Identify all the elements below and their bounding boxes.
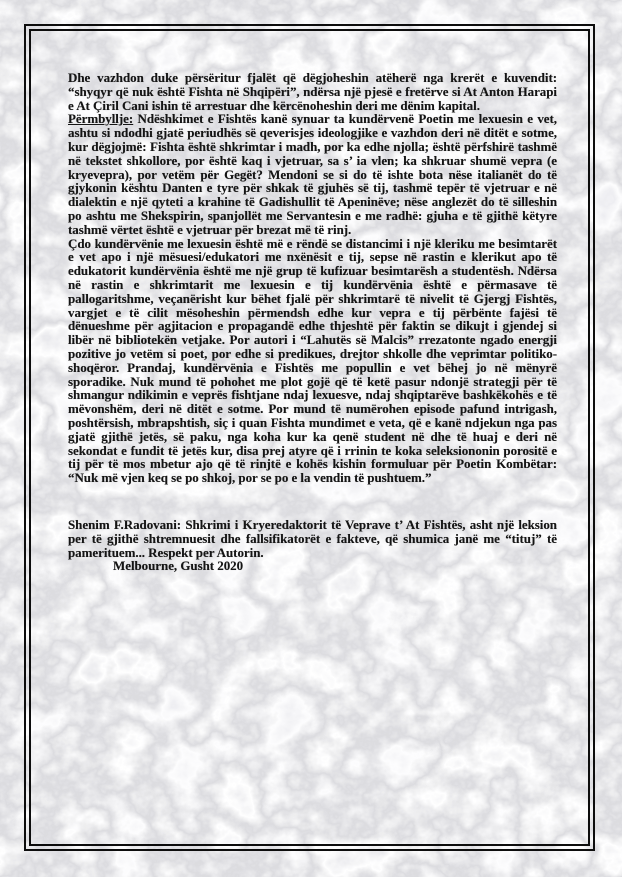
body-paragraph-1: Dhe vazhdon duke përsëritur fjalët që dëgjoheshin atëherë nga krerët e kuvendit: “shyqyr që nuk është Fishta në Shqipëri”, ndërsa një pjesë e fretërve si At Anton Harapi e At Çiril Cani ishin të arrestuar dhe kërcënoheshin deri me dënim kapital.	[68, 70, 557, 113]
paragraph-lead-underlined: Përmbyllje:	[68, 111, 134, 127]
paragraph-2-body: Ndëshkimet e Fishtës kanë synuar ta kundërvenë Poetin me lexuesin e vet, ashtu si ndodhi gjatë periudhës së qeverisjes ideologjike e vazhdon deri në ditët e sotme, kur dëgjojmë: Fishta është shkrimtar i madh, por ka edhe njolla; është përfshirë tashmë në tekstet shkollore, por është kaq i vjetruar, sa s’ ia vlen; ka shkruar shumë vepra (e kryevepra), por vetëm për Gegët? Mendoni se si do të ishte bota nëse italianët do të gjykonin kështu Danten e tyre për shkak të gjuhës së tij, tashmë tepër të vjetruar e në dialektin e një qyteti a krahine të Gadishullit të Apeninëve; nëse anglezët do të silleshin po ashtu me Shekspirin, spanjollët me Servantesin e me radhë: gjuha e të gjithë këtyre tashmë vërtet është e vjetruar për brezat më të rinj.	[68, 111, 557, 237]
dateline: Melbourne, Gusht 2020	[113, 558, 244, 574]
author-note: Shenim F.Radovani: Shkrimi i Kryeredaktorit të Veprave t’ At Fishtës, asht një leksion per të gjithë shtremnuesit dhe fallsifikatorët e fakteve, që shumica janë me “tituj” të pamerituem... Respekt per Autorin.	[68, 516, 557, 560]
body-paragraph-2	[68, 112, 557, 236]
page-text	[68, 71, 557, 573]
body-paragraph-3: Çdo kundërvënie me lexuesin është më e rëndë se distancimi i një kleriku me besimtarët e vet apo i një mësuesi/edukatori me nxënësit e tij, sepse në rastin e klerikut apo të edukatorit kundërvënia është me një grup të kufizuar besimtarësh a studentësh. Ndërsa në rastin e shkrimtarit me lexuesin e tij kundërvënia është e përmasave të pallogaritshme, veçanërisht kur bëhet fjalë për shkrimtarë të nivelit të Gjergj Fishtës, vargjet e të cilit mësoheshin përmendsh edhe kur vepra e tij përbënte fajësi të dënueshme për agjitacion e propagandë edhe thjeshtë për faktin se dikujt i gjendej si libër në bibliotekën vetjake. Por autori i “Lahutës së Malcis” rrezatonte ngado energji pozitive jo vetëm si poet, por edhe si predikues, drejtor shkolle dhe veprimtar politiko-shoqëror. Prandaj, kundërvënia e Fishtës me popullin e vet bëhej jo në mënyrë sporadike. Nuk mund të pohohet me plot gojë që të ketë pasur ndonjë strategji për të shmangur ndikimin e veprës fishtjane ndaj lexuesve, ndaj shqiptarëve bashkëkohës e të mëvonshëm, deri në ditët e sotme. Por mund të numërohen episode pafund intrigash, poshtërsish, mbrapshtish, siç i quan Fishta mundimet e veta, që e kanë ndjekun nga pas gjatë gjithë jetës, së paku, nga koha kur ka qenë student në dhe të huaj e deri në sekondat e fundit të jetës kur, disa prej atyre që i rrinin te koka seleksiononin porositë e tij për të mos mbetur ajo që të rinjtë e kohës kishin formuluar për Poetin Kombëtar: “Nuk më vjen keq se po shkoj, por se po e la vendin të pushtuem.”	[68, 235, 557, 486]
